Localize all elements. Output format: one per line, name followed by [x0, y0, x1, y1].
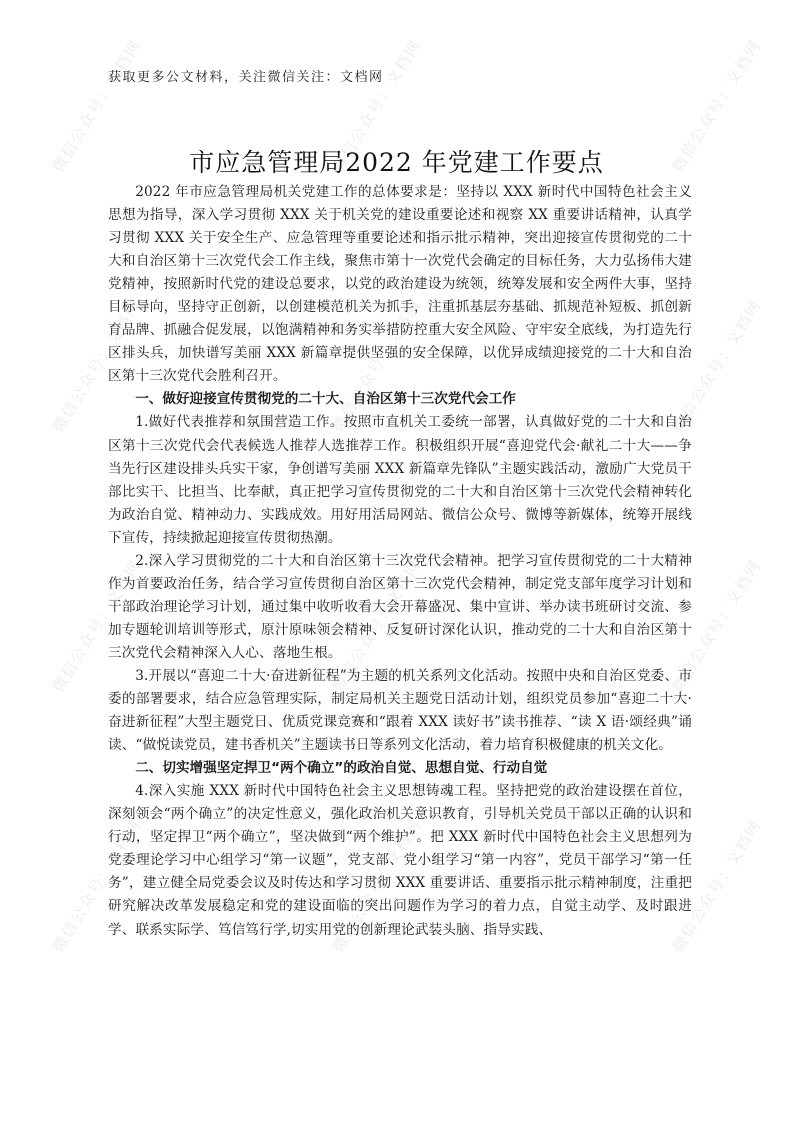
- watermark: 微信公众号：文档网: [328, 556, 426, 696]
- paragraph-item-1: 1.做好代表推荐和氛围营造工作。按照市直机关工委统一部署，认真做好党的二十大和自治区第十三次党代会代表候选人推荐人选推荐工作。积极组织开展“喜迎党代会·献礼二十大——争当先行区建设排头兵实干家，争创谱写美丽 XXX 新篇章先锋队”主题实践活动，激励广大党员干部比实干、比担当、比奉献，真正把学习宣传贯彻党的二十大和自治区第十三次党代会精神转化为政治自觉、精神动力、实践成效。用好用活局网站、微信公众号、微博等新媒体，统筹开展线下宣传，持续掀起迎接宣传贯彻热潮。: [108, 414, 692, 546]
- paragraph-item-2: 2.深入学习贯彻党的二十大和自治区第十三次党代会精神。把学习宣传贯彻党的二十大精神作为首要政治任务，结合学习宣传贯彻自治区第十三次党代会精神，制定党支部年度学习计划和干部政治理论学习计划，通过集中收听收看大会开幕盛况、集中宣讲、举办读书班研讨交流、参加专题轮训培训等形式，原汁原味领会精神、反复研讨深化认识，推动党的二十大和自治区第十三次党代会精神深入人心、落地生根。: [108, 552, 692, 661]
- watermark: 微信公众号：文档网: [668, 296, 766, 436]
- watermark: 微信公众号：文档网: [328, 36, 426, 176]
- intro-paragraph: 2022 年市应急管理局机关党建工作的总体要求是：坚持以 XXX 新时代中国特色社会主义思想为指导，深入学习贯彻 XXX 关于机关党的建设重要论述和视察 XX 重要讲话精神，认真学习贯彻 XXX 关于安全生产、应急管理等重要论述和指示批示精神，突出迎接宣传贯彻党的二十大和自治区第十三次党代会工作主线，聚焦市第十一次党代会确定的目标任务，大力弘扬伟大建党精神，按照新时代党的建设总要求，以党的政治建设为统领，统筹发展和安全两件大事，坚持目标导向，坚持守正创新，以创建模范机关为抓手，注重抓基层夯基础、抓规范补短板、抓创新育品牌、抓融合促发展，以饱满精神和务实举措防控重大安全风险、守牢安全底线，为打造先行区排头兵，加快谱写美丽 XXX 新篇章提供坚强的安全保障，以优异成绩迎接党的二十大和自治区第十三次党代会胜利召开。: [108, 184, 692, 385]
- watermark: 微信公众号：文档网: [48, 556, 146, 696]
- watermark: 微信公众号：文档网: [668, 556, 766, 696]
- header-note: 获取更多公文材料，关注微信关注：文档网: [108, 70, 384, 85]
- document-title: 市应急管理局2022 年党建工作要点: [189, 148, 604, 177]
- watermark: 微信公众号：文档网: [668, 36, 766, 176]
- section-heading-1: 一、做好迎接宣传贯彻党的二十大、自治区第十三次党代会工作: [135, 391, 516, 408]
- paragraph-item-3: 3.开展以“喜迎二十大·奋进新征程”为主题的机关系列文化活动。按照中央和自治区党委、市委的部署要求，结合应急管理实际，制定局机关主题党日活动计划，组织党员参加“喜迎二十大·奋进新征程”大型主题党日、优质党课竞赛和“跟着 XXX 读好书”读书推荐、“读 X 语·颂经典”诵读、“做悦读党员，建书香机关”主题读书日等系列文化活动，着力培育积极健康的机关文化。: [108, 667, 692, 754]
- watermark: 微信公众号：文档网: [48, 36, 146, 176]
- watermark: 微信公众号：文档网: [668, 816, 766, 956]
- section-heading-2: 二、切实增强坚定捍卫“两个确立”的政治自觉、思想自觉、行动自觉: [135, 760, 548, 777]
- watermark: 微信公众号：文档网: [48, 816, 146, 956]
- watermark: 微信公众号：文档网: [48, 296, 146, 436]
- document-body: [108, 181, 692, 942]
- watermark: 微信公众号：文档网: [328, 296, 426, 436]
- paragraph-item-4: 4.深入实施 XXX 新时代中国特色社会主义思想铸魂工程。坚持把党的政治建设摆在首位，深刻领会“两个确立”的决定性意义，强化政治机关意识教育，引导机关党员干部以正确的认识和行动，坚定捍卫“两个确立”，坚决做到“两个维护”。把 XXX 新时代中国特色社会主义思想列为党委理论学习中心组学习“第一议题”，党支部、党小组学习“第一内容”，党员干部学习“第一任务”，建立健全局党委会议及时传达和学习贯彻 XXX 重要讲话、重要指示批示精神制度，注重把研究解决改革发展稳定和党的建设面临的突出问题作为学习的着力点，自觉主动学、及时跟进学、联系实际学、笃信笃行学,切实用党的创新理论武装头脑、指导实践、: [108, 783, 692, 938]
- watermark: 微信公众号：文档网: [328, 816, 426, 956]
